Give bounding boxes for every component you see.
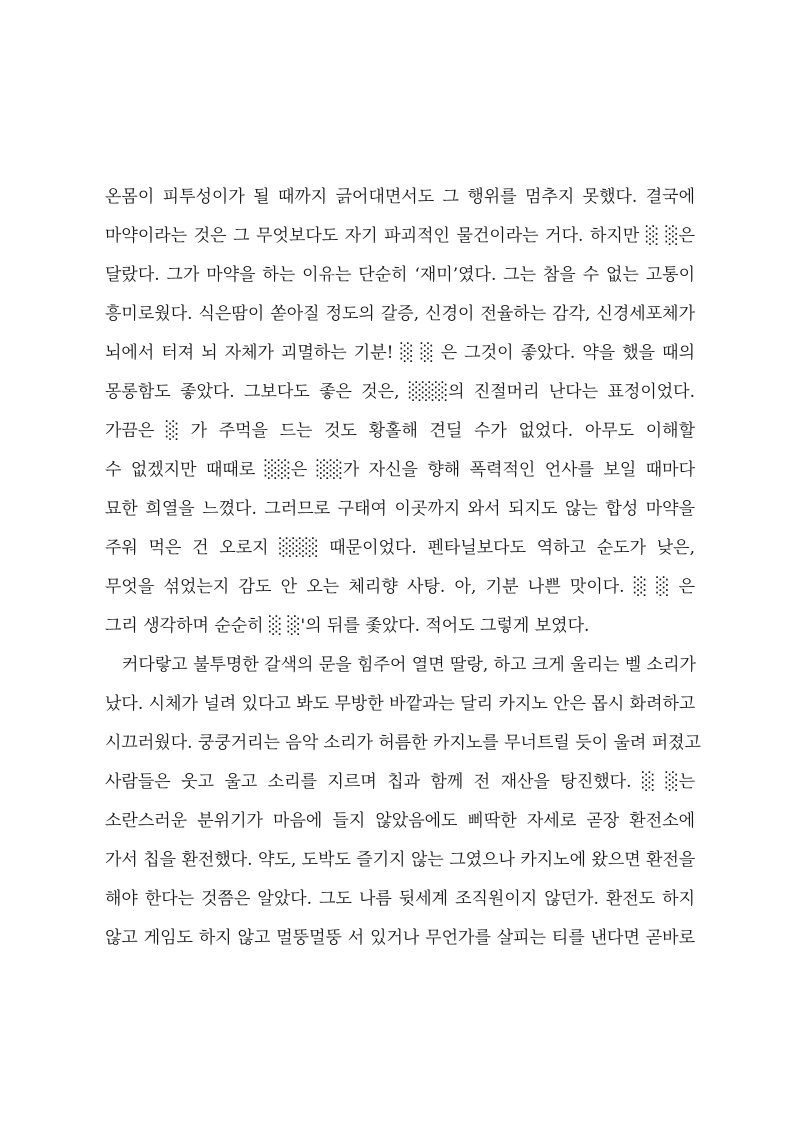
- body-text: [105, 178, 701, 958]
- text-line: 무엇을 섞었는지 감도 안 오는 체리향 사탕. 아, 기분 나쁜 맛이다. ░ ░ 은: [105, 577, 695, 597]
- text-line: 몽롱함도 좋았다. 그보다도 좋은 것은, ░░░의 진절머리 난다는 표정이었다.: [105, 382, 695, 402]
- text-line: 수 없겠지만 때때로 ░░은 ░░가 자신을 향해 폭력적인 언사를 보일 때마다: [105, 460, 695, 480]
- text-line: 났다. 시체가 널려 있다고 봐도 무방한 바깥과는 달리 카지노 안은 몹시 화려하고: [105, 694, 696, 714]
- text-line: 온몸이 피투성이가 될 때까지 긁어대면서도 그 행위를 멈추지 못했다. 결국에: [105, 187, 695, 207]
- text-line: 뇌에서 터져 뇌 자체가 괴멸하는 기분! ░ ░ 은 그것이 좋았다. 약을 했을 때의: [105, 343, 695, 363]
- text-line: 흥미로웠다. 식은땀이 쏟아질 정도의 갈증, 신경이 전율하는 감각, 신경세포체가: [105, 304, 695, 324]
- text-line: 묘한 희열을 느꼈다. 그러므로 구태여 이곳까지 와서 되지도 않는 합성 마약을: [105, 499, 695, 519]
- text-line: 사람들은 웃고 울고 소리를 지르며 칩과 함께 전 재산을 탕진했다. ░ ░는: [105, 772, 695, 792]
- text-line: 달랐다. 그가 마약을 하는 이유는 단순히 ‘재미’였다. 그는 참을 수 없는 고통이: [105, 265, 695, 285]
- text-line: 주워 먹은 건 오로지 ░░░ 때문이었다. 펜타닐보다도 역하고 순도가 낮은,: [105, 538, 695, 558]
- text-line: 가끔은 ░ 가 주먹을 드는 것도 황홀해 견딜 수가 없었다. 아무도 이해할: [105, 421, 695, 441]
- paragraph-1: [105, 178, 695, 646]
- text-line: 시끄러웠다. 쿵쿵거리는 음악 소리가 허름한 카지노를 무너트릴 듯이 울려 퍼졌고: [105, 733, 701, 753]
- paragraph-2: [105, 646, 701, 958]
- text-line: 그리 생각하며 순순히 ░ ░'의 뒤를 좇았다. 적어도 그렇게 보였다.: [105, 616, 590, 636]
- text-line: 해야 한다는 것쯤은 알았다. 그도 나름 뒷세계 조직원이지 않던가. 환전도 하지: [105, 889, 695, 909]
- text-line: 마약이라는 것은 그 무엇보다도 자기 파괴적인 물건이라는 거다. 하지만 ░ ░은: [105, 226, 695, 246]
- text-line: 가서 칩을 환전했다. 약도, 도박도 즐기지 않는 그였으나 카지노에 왔으면 환전을: [105, 850, 696, 870]
- text-line: 커다랗고 불투명한 갈색의 문을 힘주어 열면 딸랑, 하고 크게 울리는 벨 소리가: [122, 655, 696, 675]
- text-line: 소란스러운 분위기가 마음에 들지 않았음에도 삐딱한 자세로 곧장 환전소에: [105, 811, 695, 831]
- text-line: 않고 게임도 하지 않고 멀뚱멀뚱 서 있거나 무언가를 살피는 티를 낸다면 곧바로: [105, 928, 695, 948]
